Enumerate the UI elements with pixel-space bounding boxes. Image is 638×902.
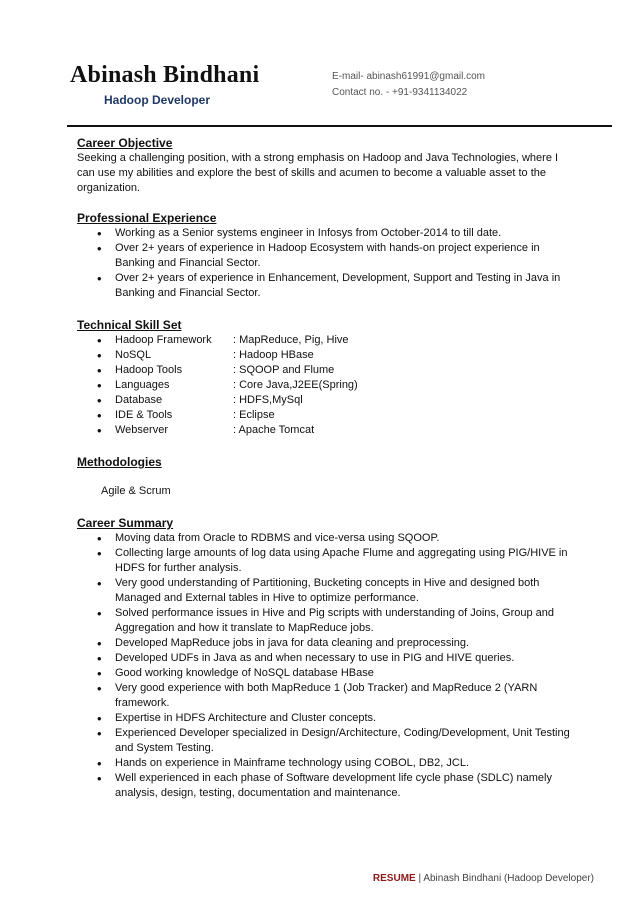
skill-value: : Core Java,J2EE(Spring) bbox=[233, 379, 358, 391]
skill-row bbox=[77, 393, 577, 408]
list-item: • Very good understanding of Partitioning, Bucketing concepts in Hive and designed both Managed and External tables in Hive to optimize performance. bbox=[77, 576, 577, 606]
skill-row bbox=[77, 333, 577, 348]
skill-name: Webserver bbox=[115, 424, 168, 436]
list-item: • Moving data from Oracle to RDBMS and vice-versa using SQOOP. bbox=[77, 531, 577, 546]
email-text: E-mail- abinash61991@gmail.com bbox=[332, 71, 485, 82]
skill-value: : HDFS,MySql bbox=[233, 394, 303, 406]
list-item: • Working as a Senior systems engineer in Infosys from October-2014 to till date. bbox=[77, 226, 577, 241]
career-summary-section bbox=[77, 515, 577, 801]
list-item: • Developed UDFs in Java as and when necessary to use in PIG and HIVE queries. bbox=[77, 651, 577, 666]
list-item: • Very good experience with both MapReduce 1 (Job Tracker) and MapReduce 2 (YARN framework. bbox=[77, 681, 577, 711]
skill-name: Hadoop Tools bbox=[115, 364, 183, 376]
skill-name: Hadoop Framework bbox=[115, 334, 212, 346]
resume-body bbox=[77, 135, 577, 801]
skill-name: IDE & Tools bbox=[115, 409, 173, 421]
skill-value: : Hadoop HBase bbox=[233, 349, 314, 361]
list-item: • Good working knowledge of NoSQL database HBase bbox=[77, 666, 577, 681]
skill-row bbox=[77, 348, 577, 363]
page-footer bbox=[373, 873, 594, 884]
header-divider bbox=[67, 125, 612, 127]
resume-name: Abinash Bindhani bbox=[70, 62, 260, 88]
list-item: • Hands on experience in Mainframe technology using COBOL, DB2, JCL. bbox=[77, 756, 577, 771]
footer-separator: | bbox=[418, 873, 422, 884]
list-item: • Developed MapReduce jobs in java for data cleaning and preprocessing. bbox=[77, 636, 577, 651]
phone-text: Contact no. - +91-9341134022 bbox=[332, 87, 468, 98]
list-item: • Experienced Developer specialized in Design/Architecture, Coding/Development, Unit Testing and System Testing. bbox=[77, 726, 577, 756]
footer-label: RESUME bbox=[372, 873, 416, 884]
methodologies-section bbox=[77, 454, 577, 499]
list-item: • Solved performance issues in Hive and Pig scripts with understanding of Joins, Group and Aggregation and how it translate to MapReduce jobs. bbox=[77, 606, 577, 636]
list-item: • Well experienced in each phase of Software development life cycle phase (SDLC) namely analysis, design, testing, documentation and maintenance. bbox=[77, 771, 577, 801]
contact-block bbox=[332, 69, 485, 101]
professional-experience-section bbox=[77, 210, 577, 301]
section-title-career-objective: Career Objective bbox=[77, 136, 173, 150]
skill-row bbox=[77, 408, 577, 423]
technical-skills-section bbox=[77, 317, 577, 438]
skill-row bbox=[77, 423, 577, 438]
skill-value: : SQOOP and Flume bbox=[233, 364, 335, 376]
career-objective-text: Seeking a challenging position, with a strong emphasis on Hadoop and Java Technologies, where I can use my abilities and explore the best of skills and acumen to become a valuable asset to the organization. bbox=[77, 152, 559, 194]
skill-name: NoSQL bbox=[115, 349, 152, 361]
footer-text: Abinash Bindhani (Hadoop Developer) bbox=[423, 873, 594, 884]
skill-value: : Apache Tomcat bbox=[233, 424, 315, 436]
career-objective-section bbox=[77, 135, 577, 196]
section-title-methodologies: Methodologies bbox=[77, 455, 162, 469]
list-item: • Expertise in HDFS Architecture and Cluster concepts. bbox=[77, 711, 577, 726]
methodologies-text: Agile & Scrum bbox=[101, 485, 171, 497]
skill-value: : MapReduce, Pig, Hive bbox=[233, 334, 349, 346]
experience-list bbox=[77, 226, 577, 301]
section-title-technical-skills: Technical Skill Set bbox=[77, 318, 182, 332]
list-item: • Collecting large amounts of log data using Apache Flume and aggregating using PIG/HIVE in HDFS for further analysis. bbox=[77, 546, 577, 576]
career-summary-list bbox=[77, 531, 577, 801]
skill-row bbox=[77, 378, 577, 393]
resume-role: Hadoop Developer bbox=[104, 93, 211, 107]
section-title-professional-experience: Professional Experience bbox=[77, 211, 217, 225]
skill-name: Database bbox=[115, 394, 163, 406]
skill-row bbox=[77, 363, 577, 378]
list-item: • Over 2+ years of experience in Enhancement, Development, Support and Testing in Java in Banking and Financial Sector. bbox=[77, 271, 577, 301]
list-item: • Over 2+ years of experience in Hadoop Ecosystem with hands-on project experience in Banking and Financial Sector. bbox=[77, 241, 577, 271]
skill-value: : Eclipse bbox=[233, 409, 275, 421]
section-title-career-summary: Career Summary bbox=[77, 516, 174, 530]
skill-name: Languages bbox=[115, 379, 170, 391]
